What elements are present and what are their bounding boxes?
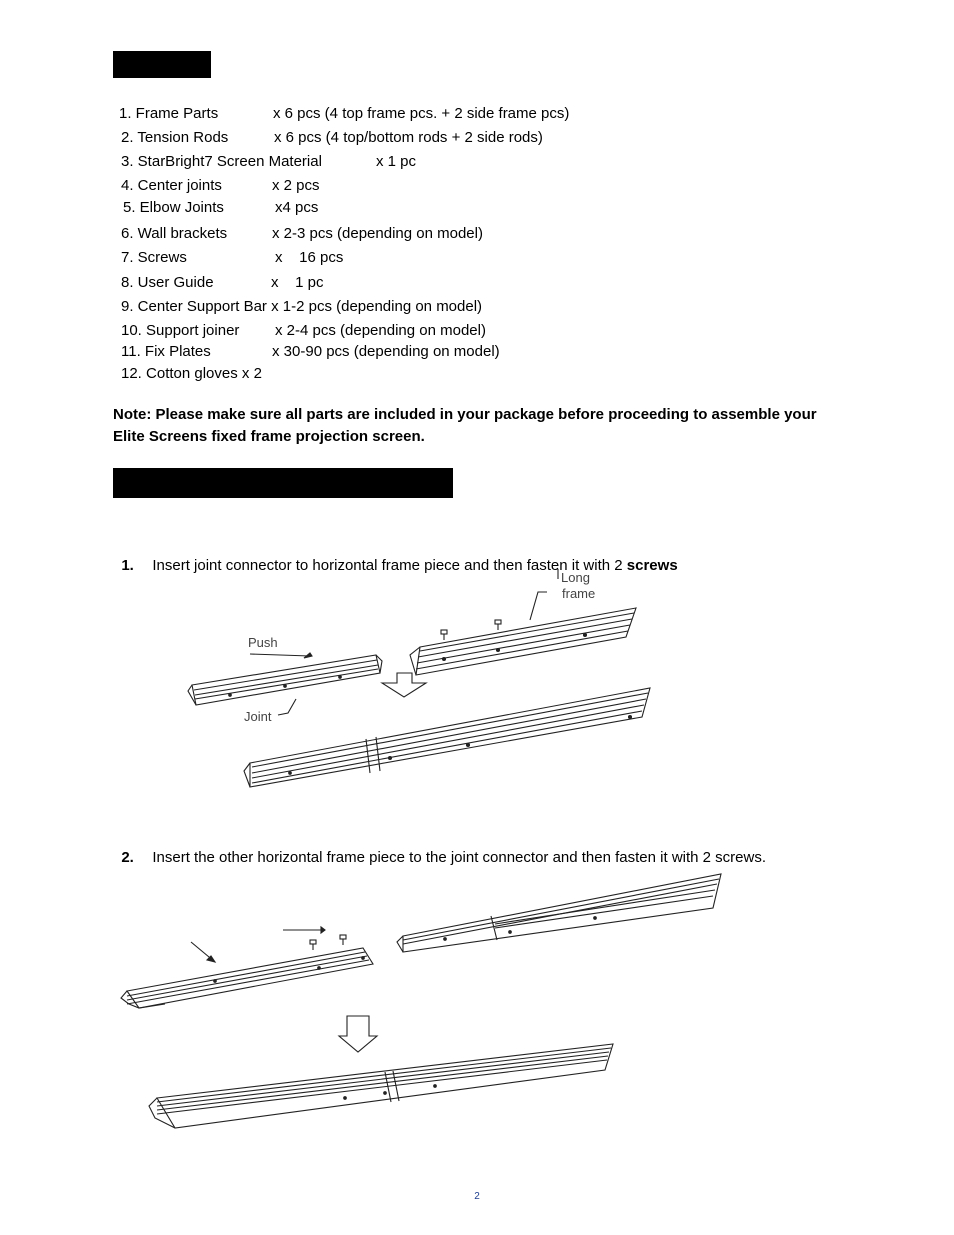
screw-icon <box>340 935 346 945</box>
screw-icon <box>495 620 501 630</box>
screw-icon <box>441 630 447 640</box>
part-qty: x 2 pcs <box>272 177 320 194</box>
assembled-frame-illustration <box>244 688 650 787</box>
assembly-step-2 <box>113 831 766 867</box>
frame-piece-illustration <box>121 948 373 1008</box>
joint-label: Joint <box>244 709 272 724</box>
part-label: 12. Cotton gloves x 2 <box>121 365 262 382</box>
step-text: Insert the other horizontal frame piece to the joint connector and then fasten it with 2 screws. <box>152 849 767 866</box>
part-qty: x4 pcs <box>275 199 319 216</box>
screw-icon <box>310 940 316 950</box>
part-qty: x 1 pc <box>376 153 417 170</box>
part-qty: x 30-90 pcs (depending on model) <box>272 343 500 360</box>
part-label: 9. Center Support Bar x 1-2 pcs (depending on model) <box>121 298 483 315</box>
part-qty: x 16 pcs <box>275 249 344 266</box>
part-label: 7. Screws <box>121 249 187 266</box>
part-qty: x 6 pcs (4 top frame pcs. + 2 side frame pcs) <box>273 105 570 122</box>
part-label: 6. Wall brackets <box>121 225 228 242</box>
joined-frame-illustration <box>397 874 721 952</box>
step-number: 1. <box>121 557 134 574</box>
part-label: 8. User Guide <box>121 274 214 291</box>
long-frame-label: Long <box>561 570 590 585</box>
page-number: 2 <box>474 1191 480 1202</box>
step-text: Insert joint connector to horizontal frame piece and then fasten it with 2 <box>152 557 627 574</box>
section-header-bar-parts <box>113 51 211 78</box>
part-qty: x 2-4 pcs (depending on model) <box>275 322 486 339</box>
part-label: 4. Center joints <box>121 177 222 194</box>
push-label: Push <box>248 635 278 650</box>
down-arrow-icon <box>382 673 426 697</box>
joint-connector-illustration <box>188 655 382 705</box>
part-qty: x 6 pcs (4 top/bottom rods + 2 side rods) <box>274 129 543 146</box>
parts-note: Note: Please make sure all parts are included in your package before proceeding to assemble your Elite Screens fixed frame projection screen. <box>113 406 817 445</box>
step-text-bold: screws <box>626 557 678 574</box>
part-qty: x 2-3 pcs (depending on model) <box>272 225 483 242</box>
part-label: 1. Frame Parts <box>119 105 219 122</box>
figure-joint-insertion <box>180 565 660 800</box>
down-arrow-icon <box>339 1016 377 1052</box>
part-label: 3. StarBright7 Screen Material <box>121 153 322 170</box>
long-frame-illustration <box>410 608 636 675</box>
figure-second-frame-insertion <box>115 866 735 1136</box>
long-frame-label-2: frame <box>562 586 596 601</box>
part-label: 11. Fix Plates <box>121 343 211 360</box>
part-label: 10. Support joiner <box>121 322 240 339</box>
step-number: 2. <box>121 849 134 866</box>
section-header-bar-assembly <box>113 468 453 498</box>
part-label: 5. Elbow Joints <box>123 199 224 216</box>
part-qty: x 1 pc <box>271 274 324 291</box>
part-label: 2. Tension Rods <box>121 129 229 146</box>
assembled-full-frame-illustration <box>149 1044 613 1128</box>
